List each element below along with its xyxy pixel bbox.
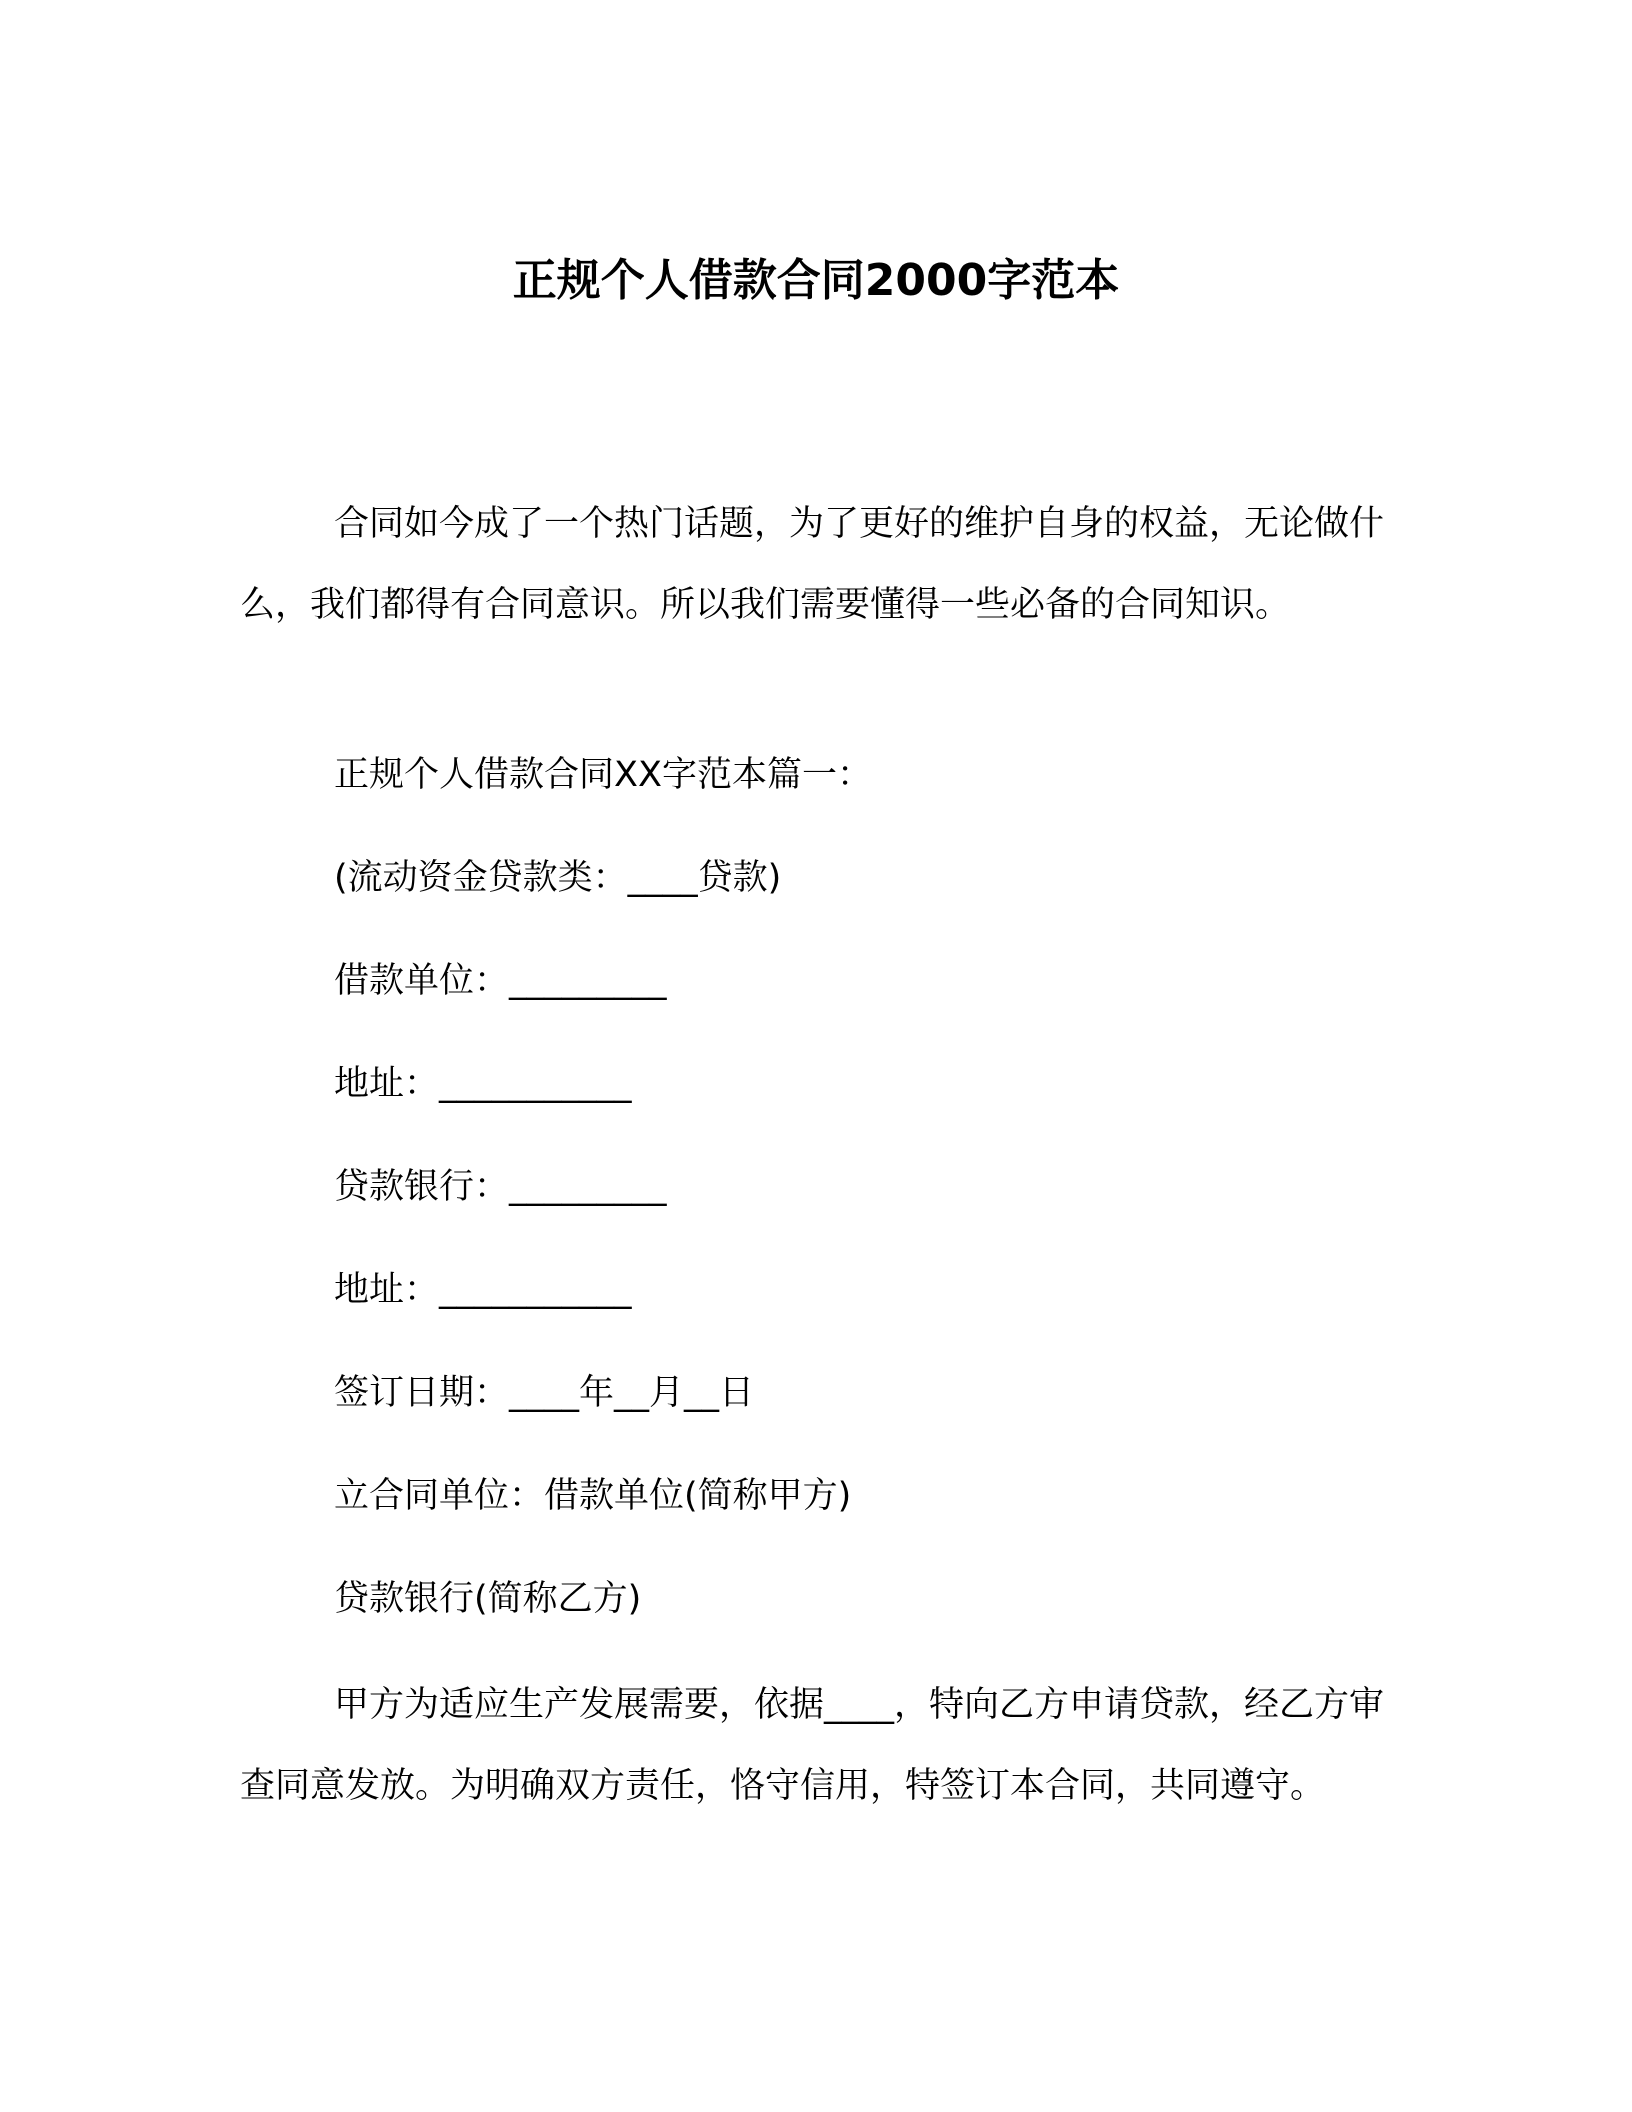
closing-paragraph: 甲方为适应生产发展需要，依据____，特向乙方申请贷款，经乙方审查同意发放。为明确双方责任，恪守信用，特签订本合同，共同遵守。 xyxy=(240,1685,1385,1806)
party-b-line: 贷款银行(简称乙方) xyxy=(334,1579,642,1619)
section-heading: 正规个人借款合同XX字范本篇一： xyxy=(334,755,872,795)
loan-type-line: (流动资金贷款类：____贷款) xyxy=(334,858,782,898)
borrower-line: 借款单位：_________ xyxy=(334,961,667,1001)
sign-date-line: 签订日期：____年__月__日 xyxy=(334,1373,755,1413)
borrower-address-line: 地址：___________ xyxy=(334,1064,632,1104)
bank-address-line: 地址：___________ xyxy=(334,1270,632,1310)
document-title: 正规个人借款合同2000字范本 xyxy=(512,255,1120,307)
intro-paragraph: 合同如今成了一个热门话题，为了更好的维护自身的权益，无论做什么，我们都得有合同意识。所以我们需要懂得一些必备的合同知识。 xyxy=(240,504,1385,625)
party-a-line: 立合同单位：借款单位(简称甲方) xyxy=(334,1476,852,1516)
lender-bank-line: 贷款银行：_________ xyxy=(334,1167,667,1207)
